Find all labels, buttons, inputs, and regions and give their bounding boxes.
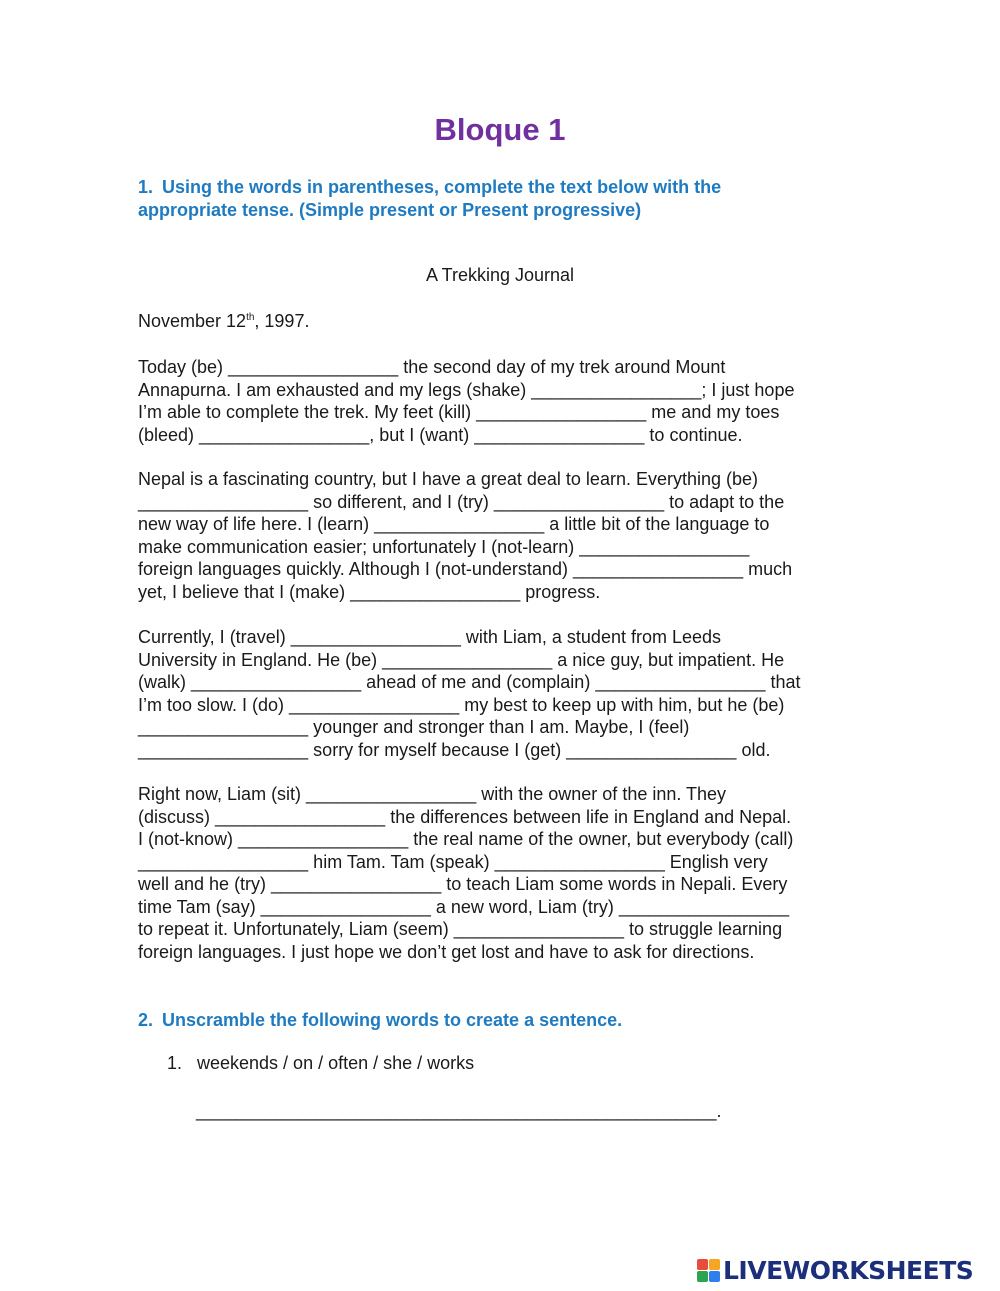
paragraph-line: University in England. He (be) _________________ a nice guy, but impatient. He [138,649,785,670]
journal-paragraph-3 [138,626,868,761]
logo-text: LIVEWORKSHEETS [723,1255,974,1285]
logo-block [697,1259,708,1270]
paragraph-line: (discuss) _________________ the differences between life in England and Nepal. [138,806,792,827]
paragraph-line: I’m too slow. I (do) _________________ my best to keep up with him, but he (be) [138,694,785,715]
exercise-1-number: 1. [138,177,154,197]
paragraph-line: _________________ sorry for myself because I (get) _________________ old. [138,739,771,760]
logo-blocks-icon [697,1259,720,1282]
date-suffix: , 1997. [254,311,310,331]
paragraph-line: _________________ younger and stronger than I am. Maybe, I (feel) [138,717,690,737]
unscramble-item-words: weekends / on / often / she / works [197,1053,475,1073]
paragraph-line: (bleed) _________________, but I (want) _________________ to continue. [138,424,743,445]
paragraph-line: I (not-know) _________________ the real name of the owner, but everybody (call) [138,829,794,849]
exercise-2-instruction [138,1009,838,1032]
paragraph-line: time Tam (say) _________________ a new word, Liam (try) _________________ [138,896,790,917]
paragraph-line: Annapurna. I am exhausted and my legs (shake) _________________; I just hope [138,379,795,400]
liveworksheets-logo [697,1255,973,1285]
exercise-2-number: 2. [138,1010,154,1030]
logo-block [697,1271,708,1282]
paragraph-line: foreign languages. I just hope we don’t get lost and have to ask for directions. [138,941,755,962]
journal-paragraph-2 [138,468,868,603]
paragraph-line: _________________ so different, and I (try) _________________ to adapt to the [138,491,785,512]
paragraph-line: Right now, Liam (sit) _________________ with the owner of the inn. They [138,784,727,804]
paragraph-line: I’m able to complete the trek. My feet (kill) _________________ me and my toes [138,402,780,422]
paragraph-line: Today (be) _________________ the second day of my trek around Mount [138,357,726,377]
paragraph-line: to repeat it. Unfortunately, Liam (seem) _________________ to struggle learning [138,919,783,939]
unscramble-item [167,1053,474,1074]
date-prefix: November 12 [138,311,247,331]
logo-block [709,1271,720,1282]
journal-date [138,311,309,332]
exercise-1-instruction-line-1: Using the words in parentheses, complete the text below with the [162,177,722,197]
exercise-1-instruction [138,176,838,222]
date-superscript: th [246,312,255,323]
exercise-2-instruction-text: Unscramble the following words to create a sentence. [162,1010,623,1030]
paragraph-line: well and he (try) _________________ to teach Liam some words in Nepali. Every [138,874,788,894]
page-title: Bloque 1 [434,112,566,147]
paragraph-line: foreign languages quickly. Although I (not-understand) _________________ much [138,559,793,579]
unscramble-item-number: 1. [167,1053,183,1073]
exercise-1-instruction-line-2: appropriate tense. (Simple present or Present progressive) [138,200,642,220]
paragraph-line: Currently, I (travel) _________________ with Liam, a student from Leeds [138,627,722,647]
answer-line[interactable]: ____________________________________________________. [196,1101,722,1121]
journal-title: A Trekking Journal [425,265,575,285]
paragraph-line: new way of life here. I (learn) _________________ a little bit of the language to [138,514,770,534]
paragraph-line: make communication easier; unfortunately I (not-learn) _________________ [138,536,750,557]
journal-paragraph-4 [138,783,868,963]
paragraph-line: Nepal is a fascinating country, but I have a great deal to learn. Everything (be) [138,469,759,489]
logo-block [709,1259,720,1270]
paragraph-line: (walk) _________________ ahead of me and (complain) _________________ that [138,672,801,692]
paragraph-line: _________________ him Tam. Tam (speak) _________________ English very [138,851,768,872]
paragraph-line: yet, I believe that I (make) _________________ progress. [138,581,601,602]
journal-paragraph-1 [138,356,868,446]
